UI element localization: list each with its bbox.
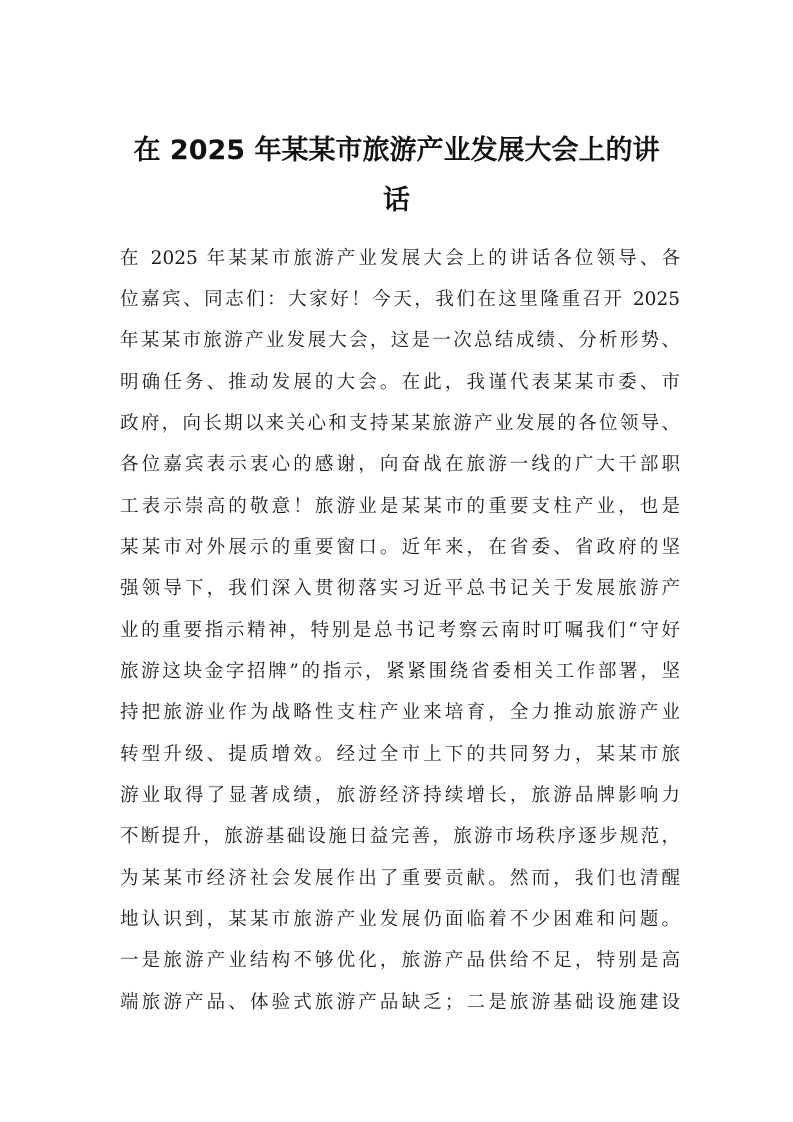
body-line: 业的重要指示精神，特别是总书记考察云南时叮嘱我们“守好 [120, 620, 680, 641]
body-line: 持把旅游业作为战略性支柱产业来培育，全力推动旅游产业 [120, 702, 680, 723]
body-line: 一是旅游产业结构不够优化，旅游产品供给不足，特别是高 [120, 950, 680, 971]
body-line: 政府，向长期以来关心和支持某某旅游产业发展的各位领导、 [120, 413, 680, 434]
body-line: 各位嘉宾表示衷心的感谢，向奋战在旅游一线的广大干部职 [120, 454, 680, 475]
body-line: 强领导下，我们深入贯彻落实习近平总书记关于发展旅游产 [120, 578, 680, 599]
document-title-line-1: 在 2025 年某某市旅游产业发展大会上的讲 [133, 135, 660, 166]
body-line: 工表示崇高的敬意！旅游业是某某市的重要支柱产业，也是 [120, 496, 680, 517]
body-line: 游业取得了显著成绩，旅游经济持续增长，旅游品牌影响力 [120, 785, 680, 806]
body-line: 年某某市旅游产业发展大会，这是一次总结成绩、分析形势、 [120, 330, 680, 351]
body-line: 不断提升，旅游基础设施日益完善，旅游市场秩序逐步规范， [120, 826, 680, 847]
document-title-line-2: 话 [383, 185, 410, 216]
body-line: 位嘉宾、同志们：大家好！今天，我们在这里隆重召开 2025 [120, 289, 680, 310]
body-line: 端旅游产品、体验式旅游产品缺乏；二是旅游基础设施建设 [120, 992, 680, 1013]
body-line: 在 2025 年某某市旅游产业发展大会上的讲话各位领导、各 [120, 248, 680, 269]
body-line: 明确任务、推动发展的大会。在此，我谨代表某某市委、市 [120, 372, 680, 393]
body-line: 为某某市经济社会发展作出了重要贡献。然而，我们也清醒 [120, 868, 680, 889]
body-line: 转型升级、提质增效。经过全市上下的共同努力，某某市旅 [120, 744, 680, 765]
body-line: 地认识到，某某市旅游产业发展仍面临着不少困难和问题。 [120, 909, 680, 930]
body-line: 某某市对外展示的重要窗口。近年来，在省委、省政府的坚 [120, 537, 680, 558]
body-line: 旅游这块金字招牌”的指示，紧紧围绕省委相关工作部署，坚 [120, 661, 680, 682]
